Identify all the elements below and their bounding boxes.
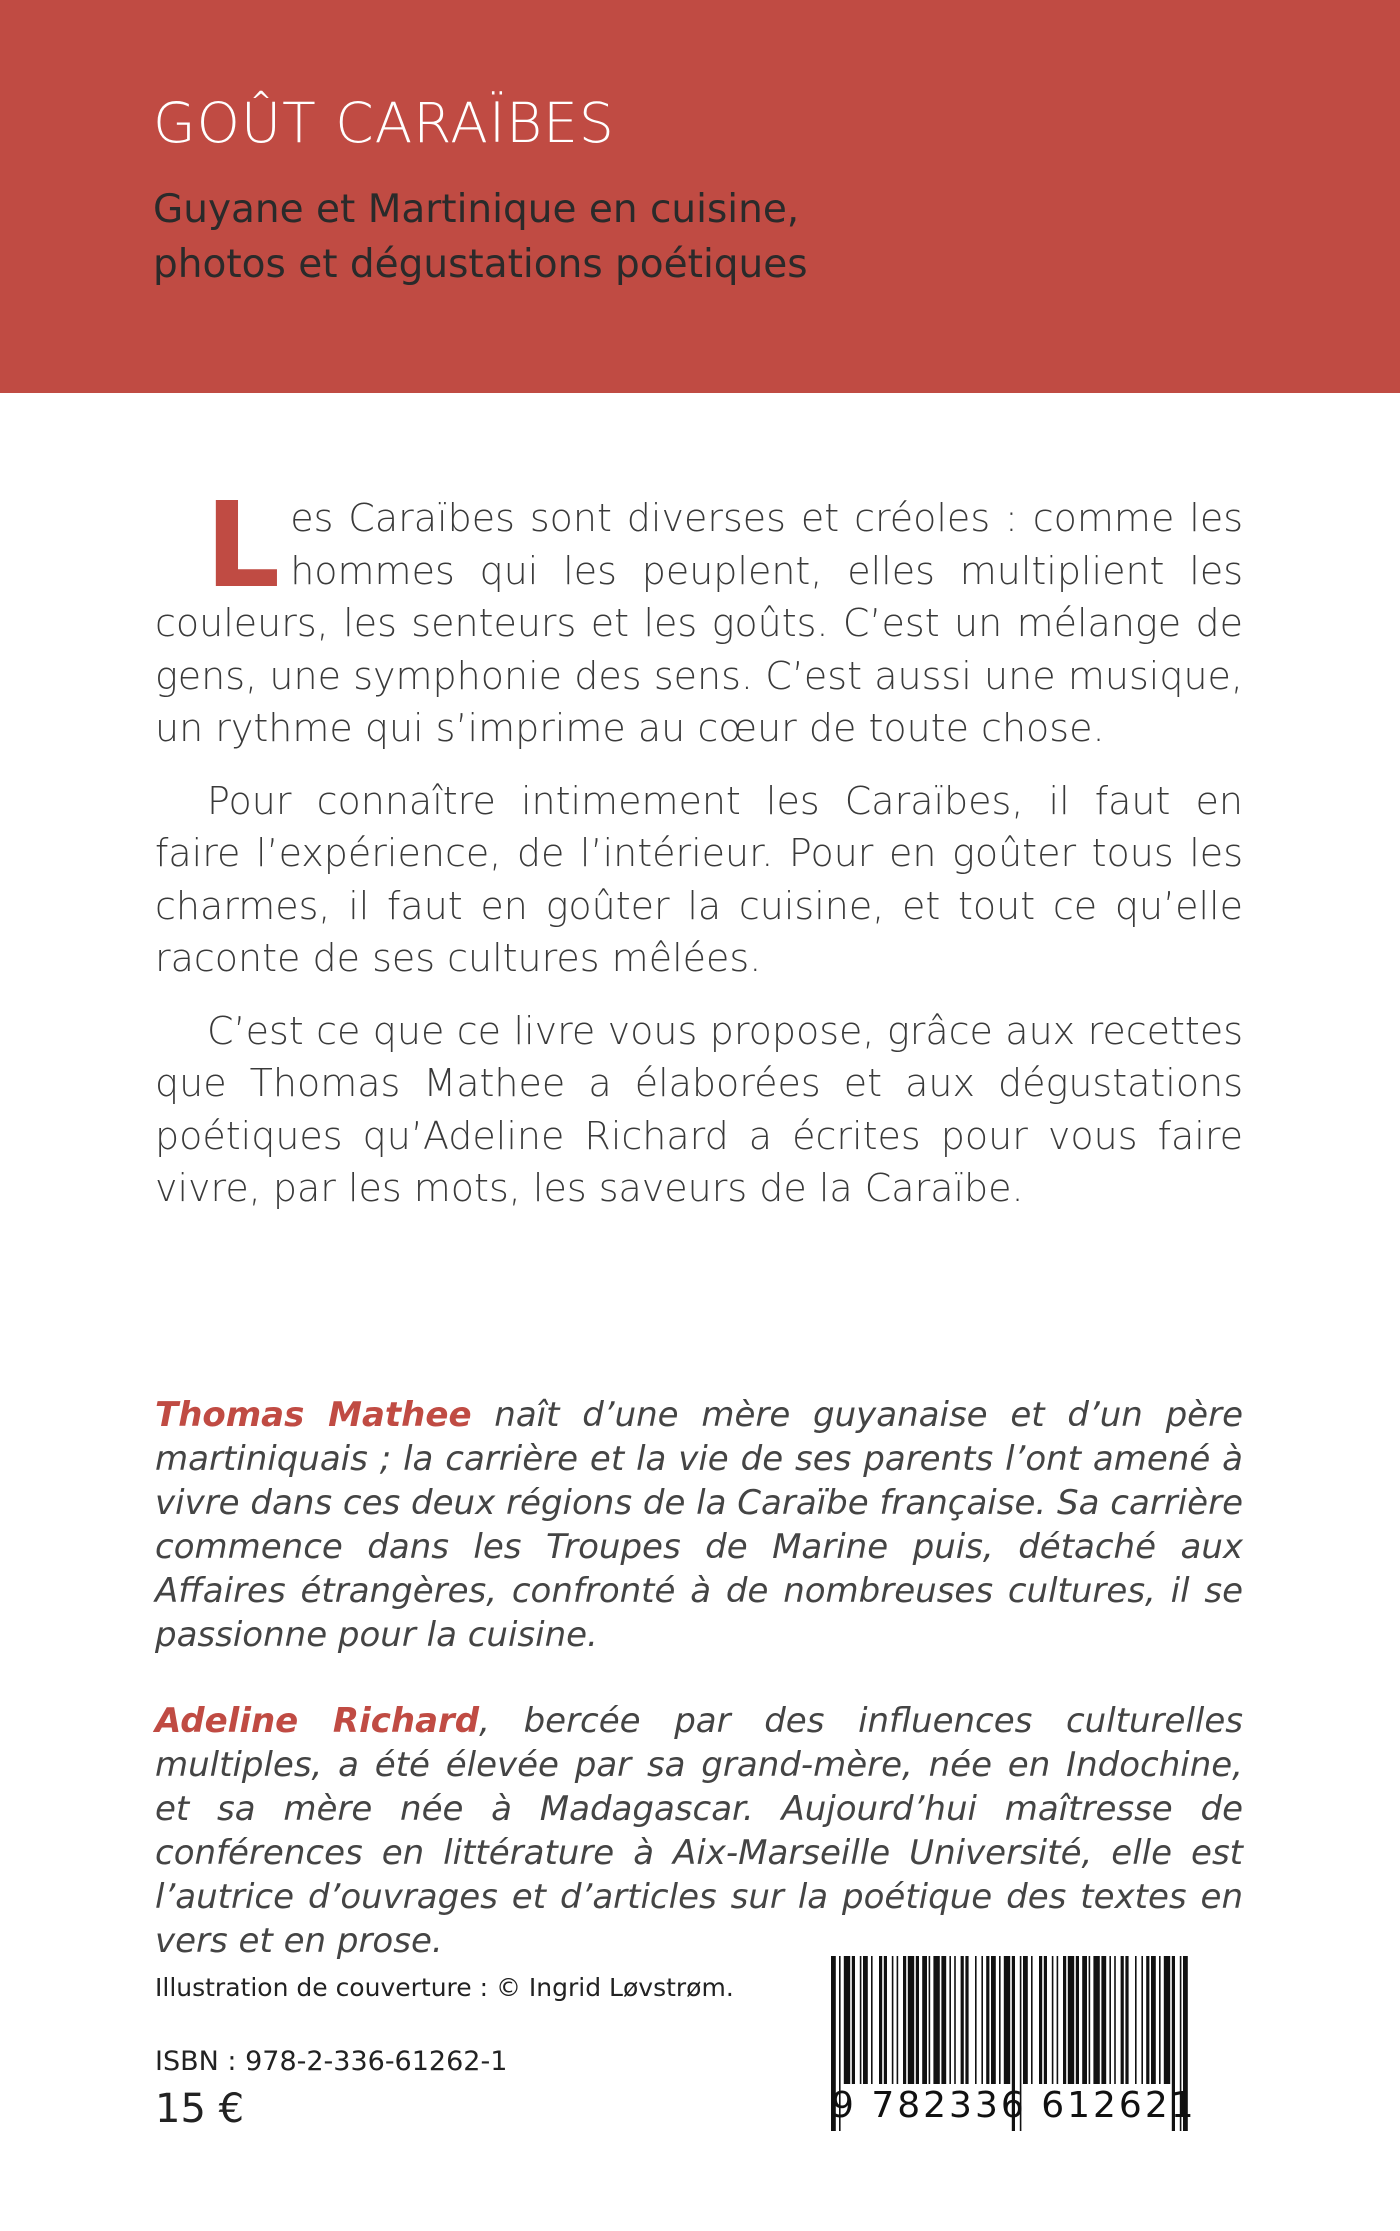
bio-thomas-mathee xyxy=(155,1393,1243,1657)
drop-cap: L xyxy=(205,476,281,614)
blurb xyxy=(155,476,1243,1215)
subtitle-line-2: photos et dégustations poétiques xyxy=(153,242,808,287)
blurb-paragraph-2: Pour connaître intimement les Caraïbes, il faut en faire l’expérience, de l’intérieur. Pour en goûter tous les charmes, il faut en goûter la cuisine, et tout ce qu’elle raconte de ses cultures mêlées. xyxy=(155,778,1243,980)
barcode-number: 9 782336 612621 xyxy=(831,2085,1197,2126)
bio-text-2: , bercée par des influences culturelles multiples, a été élevée par sa grand-mère, née en Indochine, et sa mère née à Madagascar. Aujourd’hui maîtresse de conférences en littérature à Aix-Marseille Université, elle est l’autrice d’ouvrages et d’articles sur la poétique des textes en vers et en prose. xyxy=(155,1701,1243,1961)
blurb-paragraph-1 xyxy=(155,476,1243,755)
blurb-paragraph-3: C’est ce que ce livre vous propose, grâce aux recettes que Thomas Mathee a élaborées et aux dégustations poétiques qu’Adeline Richard a écrites pour vous faire vivre, par les mots, les saveurs de la Caraïbe. xyxy=(155,1008,1243,1210)
bio-adeline-richard xyxy=(155,1699,1243,1963)
blurb-paragraph-1-text: es Caraïbes sont diverses et créoles : comme les hommes qui les peuplent, elles multiplient les couleurs, les senteurs et les goûts. C’est un mélange de gens, une symphonie des sens. C’est aussi une musique, un rythme qui s’imprime au cœur de toute chose. xyxy=(155,496,1243,750)
book-subtitle xyxy=(153,182,808,292)
author-bios xyxy=(155,1393,1243,1963)
price: 15 € xyxy=(155,2086,245,2132)
illustration-credit: Illustration de couverture : © Ingrid Løvstrøm. xyxy=(155,1973,734,2002)
book-title: GOÛT CARAÏBES xyxy=(153,91,615,155)
isbn: ISBN : 978-2-336-61262-1 xyxy=(155,2046,508,2077)
author-name-1: Thomas Mathee xyxy=(155,1395,472,1435)
author-name-2: Adeline Richard xyxy=(155,1701,480,1741)
subtitle-line-1: Guyane et Martinique en cuisine, xyxy=(153,187,800,232)
bio-text-1: naît d’une mère guyanaise et d’un père martiniquais ; la carrière et la vie de ses parents l’ont amené à vivre dans ces deux régions de la Caraïbe française. Sa carrière commence dans les Troupes de Marine puis, détaché aux Affaires étrangères, confronté à de nombreuses cultures, il se passionne pour la cuisine. xyxy=(155,1395,1243,1655)
